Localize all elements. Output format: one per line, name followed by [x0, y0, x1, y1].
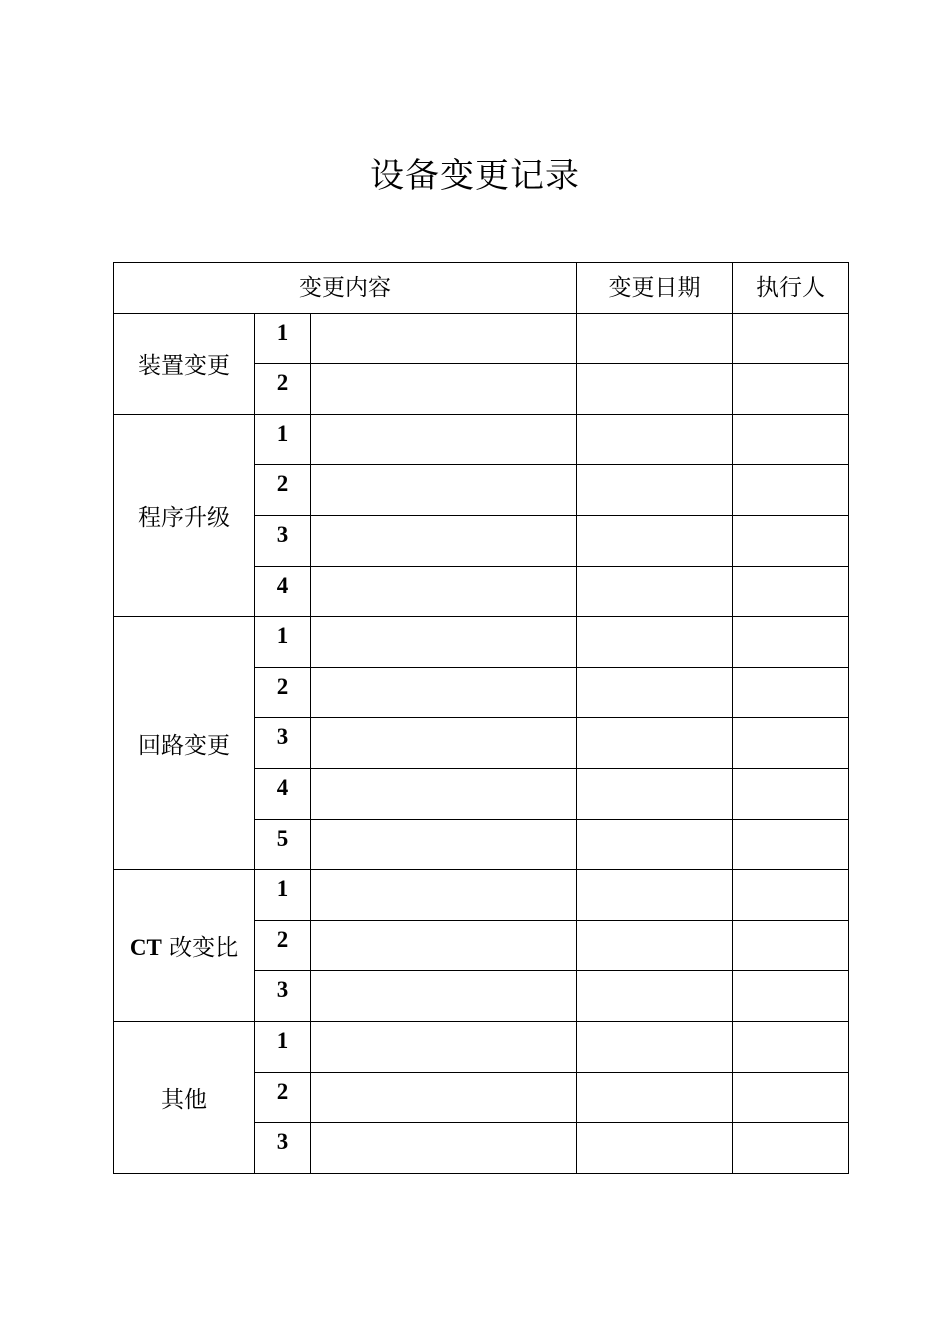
executor-cell[interactable] [733, 1021, 849, 1072]
change-content-cell[interactable] [311, 414, 577, 465]
item-number: 3 [255, 515, 311, 566]
executor-cell[interactable] [733, 870, 849, 921]
category-label-text: 装置变更 [138, 353, 230, 380]
change-date-cell[interactable] [577, 414, 733, 465]
change-content-cell[interactable] [311, 313, 577, 364]
category-label [114, 617, 255, 870]
item-number: 3 [255, 971, 311, 1022]
change-content-cell[interactable] [311, 1072, 577, 1123]
change-content-cell[interactable] [311, 768, 577, 819]
change-content-cell[interactable] [311, 971, 577, 1022]
category-label-prefix: CT [129, 935, 162, 961]
category-label [114, 1021, 255, 1173]
table-row [114, 313, 849, 364]
executor-cell[interactable] [733, 768, 849, 819]
change-date-cell[interactable] [577, 566, 733, 617]
table-row [114, 870, 849, 921]
change-date-cell[interactable] [577, 465, 733, 516]
header-executor: 执行人 [733, 263, 849, 314]
item-number: 3 [255, 1123, 311, 1174]
item-number: 2 [255, 364, 311, 415]
item-number: 2 [255, 1072, 311, 1123]
category-label [114, 313, 255, 414]
change-date-cell[interactable] [577, 515, 733, 566]
item-number: 1 [255, 1021, 311, 1072]
category-label-text: 改变比 [169, 935, 239, 962]
table-row [114, 1021, 849, 1072]
item-number: 1 [255, 870, 311, 921]
change-content-cell[interactable] [311, 465, 577, 516]
executor-cell[interactable] [733, 667, 849, 718]
change-content-cell[interactable] [311, 1021, 577, 1072]
item-number: 2 [255, 667, 311, 718]
executor-cell[interactable] [733, 718, 849, 769]
change-date-cell[interactable] [577, 1021, 733, 1072]
item-number: 2 [255, 920, 311, 971]
executor-cell[interactable] [733, 920, 849, 971]
change-content-cell[interactable] [311, 566, 577, 617]
table-row [114, 617, 849, 668]
change-record-table [113, 262, 849, 1174]
change-date-cell[interactable] [577, 768, 733, 819]
change-content-cell[interactable] [311, 617, 577, 668]
change-date-cell[interactable] [577, 819, 733, 870]
item-number: 4 [255, 768, 311, 819]
change-content-cell[interactable] [311, 819, 577, 870]
executor-cell[interactable] [733, 1123, 849, 1174]
change-content-cell[interactable] [311, 364, 577, 415]
category-label [114, 870, 255, 1022]
category-label-text: 回路变更 [138, 732, 230, 759]
item-number: 1 [255, 617, 311, 668]
change-date-cell[interactable] [577, 364, 733, 415]
change-date-cell[interactable] [577, 920, 733, 971]
change-content-cell[interactable] [311, 1123, 577, 1174]
executor-cell[interactable] [733, 313, 849, 364]
change-date-cell[interactable] [577, 870, 733, 921]
executor-cell[interactable] [733, 617, 849, 668]
executor-cell[interactable] [733, 515, 849, 566]
change-date-cell[interactable] [577, 617, 733, 668]
change-content-cell[interactable] [311, 870, 577, 921]
executor-cell[interactable] [733, 465, 849, 516]
change-date-cell[interactable] [577, 313, 733, 364]
table-row [114, 414, 849, 465]
document-title: 设备变更记录 [370, 156, 580, 196]
change-content-cell[interactable] [311, 667, 577, 718]
item-number: 1 [255, 313, 311, 364]
change-date-cell[interactable] [577, 667, 733, 718]
item-number: 2 [255, 465, 311, 516]
item-number: 5 [255, 819, 311, 870]
change-date-cell[interactable] [577, 718, 733, 769]
executor-cell[interactable] [733, 364, 849, 415]
executor-cell[interactable] [733, 566, 849, 617]
executor-cell[interactable] [733, 819, 849, 870]
header-change-content: 变更内容 [114, 263, 577, 314]
executor-cell[interactable] [733, 971, 849, 1022]
item-number: 4 [255, 566, 311, 617]
header-row [114, 263, 849, 314]
category-label-text: 程序升级 [138, 504, 230, 531]
executor-cell[interactable] [733, 414, 849, 465]
item-number: 1 [255, 414, 311, 465]
change-date-cell[interactable] [577, 971, 733, 1022]
item-number: 3 [255, 718, 311, 769]
change-content-cell[interactable] [311, 718, 577, 769]
change-date-cell[interactable] [577, 1072, 733, 1123]
change-content-cell[interactable] [311, 515, 577, 566]
header-change-date: 变更日期 [577, 263, 733, 314]
change-content-cell[interactable] [311, 920, 577, 971]
category-label [114, 414, 255, 616]
category-label-text: 其他 [161, 1086, 207, 1113]
change-date-cell[interactable] [577, 1123, 733, 1174]
executor-cell[interactable] [733, 1072, 849, 1123]
